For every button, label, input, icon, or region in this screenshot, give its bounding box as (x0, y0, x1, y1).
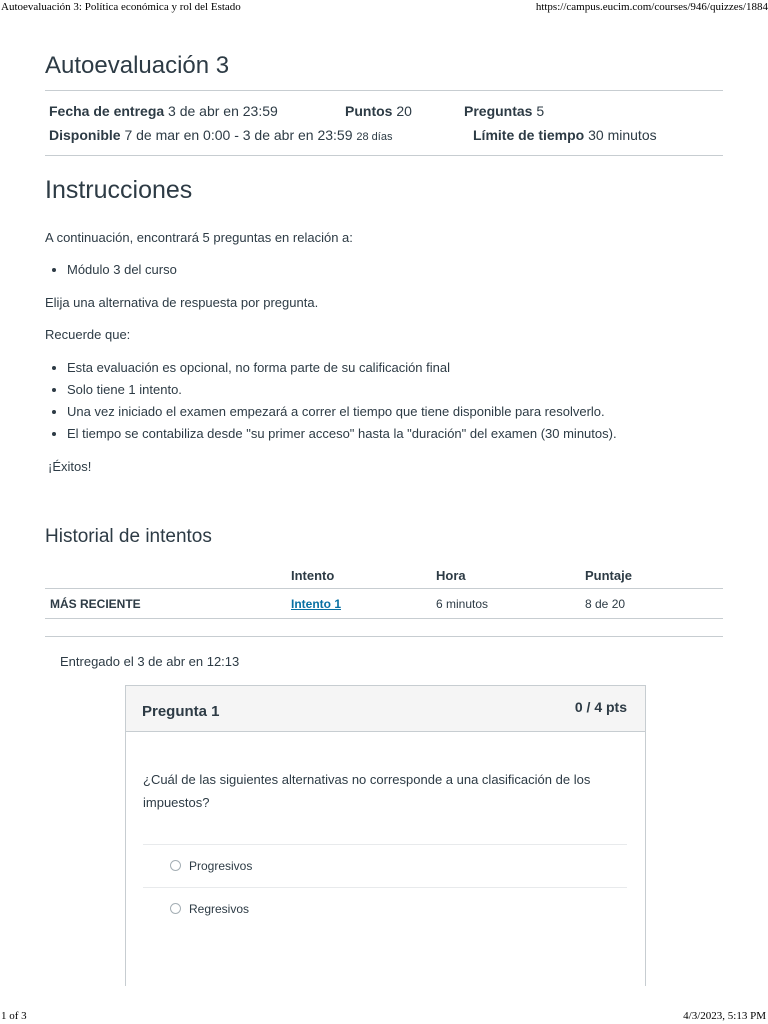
instructions-remember: Recuerde que: (45, 327, 131, 342)
question-name: Pregunta 1 (142, 703, 220, 720)
divider (45, 90, 723, 91)
divider (45, 636, 723, 637)
modules-list (45, 259, 177, 281)
column-header-score: Puntaje (580, 562, 723, 589)
attempts-table (45, 562, 723, 619)
points-detail (345, 103, 412, 119)
quiz-title: Autoevaluación 3 (45, 52, 230, 79)
notes-list (45, 357, 617, 445)
available-detail (49, 127, 392, 143)
questions-value: 5 (536, 103, 545, 119)
divider (45, 155, 723, 156)
list-item: • Módulo 3 del curso (67, 259, 177, 281)
question-header (126, 686, 645, 732)
due-label: Fecha de entrega (49, 103, 165, 119)
time-limit-detail (473, 127, 657, 143)
available-label: Disponible (49, 127, 121, 143)
radio-button[interactable] (170, 903, 181, 914)
list-item: • El tiempo se contabiliza desde "su primer acceso" hasta la "duración" del examen (30 minutos). (67, 423, 617, 445)
column-header (45, 562, 286, 589)
time-limit-value: 30 minutos (588, 127, 657, 143)
table-row (45, 589, 723, 619)
points-label: Puntos (345, 103, 393, 119)
radio-button[interactable] (170, 860, 181, 871)
due-value: 3 de abr en 23:59 (168, 103, 278, 119)
score-cell: 8 de 20 (580, 589, 723, 619)
latest-label: MÁS RECIENTE (45, 589, 286, 619)
list-item: • Solo tiene 1 intento. (67, 379, 617, 401)
available-value: 7 de mar en 0:00 - 3 de abr en 23:59 (124, 127, 353, 143)
print-page-title: Autoevaluación 3: Política económica y rol del Estado (1, 1, 241, 13)
print-header (0, 0, 768, 16)
print-page-url: https://campus.eucim.com/courses/946/quizzes/1884 (535, 1, 768, 13)
list-item: • Esta evaluación es opcional, no forma parte de su calificación final (67, 357, 617, 379)
questions-detail (464, 103, 544, 119)
attempt-cell (286, 589, 431, 619)
available-days: 28 días (356, 131, 393, 143)
questions-label: Preguntas (464, 103, 533, 119)
time-limit-label: Límite de tiempo (473, 127, 585, 143)
submission-info: Entregado el 3 de abr en 12:13 (60, 654, 240, 669)
attempt-link[interactable]: Intento 1 (291, 596, 341, 611)
print-page-number: 1 of 3 (1, 1010, 27, 1022)
column-header-time: Hora (431, 562, 580, 589)
answer-option[interactable] (143, 887, 627, 931)
points-value: 20 (396, 103, 412, 119)
answer-option[interactable] (143, 844, 627, 888)
instructions-intro: A continuación, encontrará 5 preguntas en relación a: (45, 230, 353, 245)
instructions-title: Instrucciones (45, 176, 193, 204)
time-cell: 6 minutos (431, 589, 580, 619)
table-header-row (45, 562, 723, 589)
question-points: 0 / 4 pts (574, 699, 627, 715)
quiz-details-row-1 (49, 103, 278, 119)
question-card (125, 685, 646, 986)
answer-label: Regresivos (189, 902, 250, 916)
column-header-attempt: Intento (286, 562, 431, 589)
history-title: Historial de intentos (45, 526, 212, 547)
question-text: ¿Cuál de las siguientes alternativas no corresponde a una clasificación de los impuestos? (143, 772, 591, 810)
instructions-choose: Elija una alternativa de respuesta por pregunta. (45, 295, 319, 310)
list-item: • Una vez iniciado el examen empezará a correr el tiempo que tiene disponible para resolverlo. (67, 401, 617, 423)
print-footer (0, 1006, 768, 1024)
print-datetime: 4/3/2023, 5:13 PM (683, 1010, 766, 1022)
instructions-closing: ¡Éxitos! (48, 459, 92, 474)
answer-label: Progresivos (189, 859, 253, 873)
